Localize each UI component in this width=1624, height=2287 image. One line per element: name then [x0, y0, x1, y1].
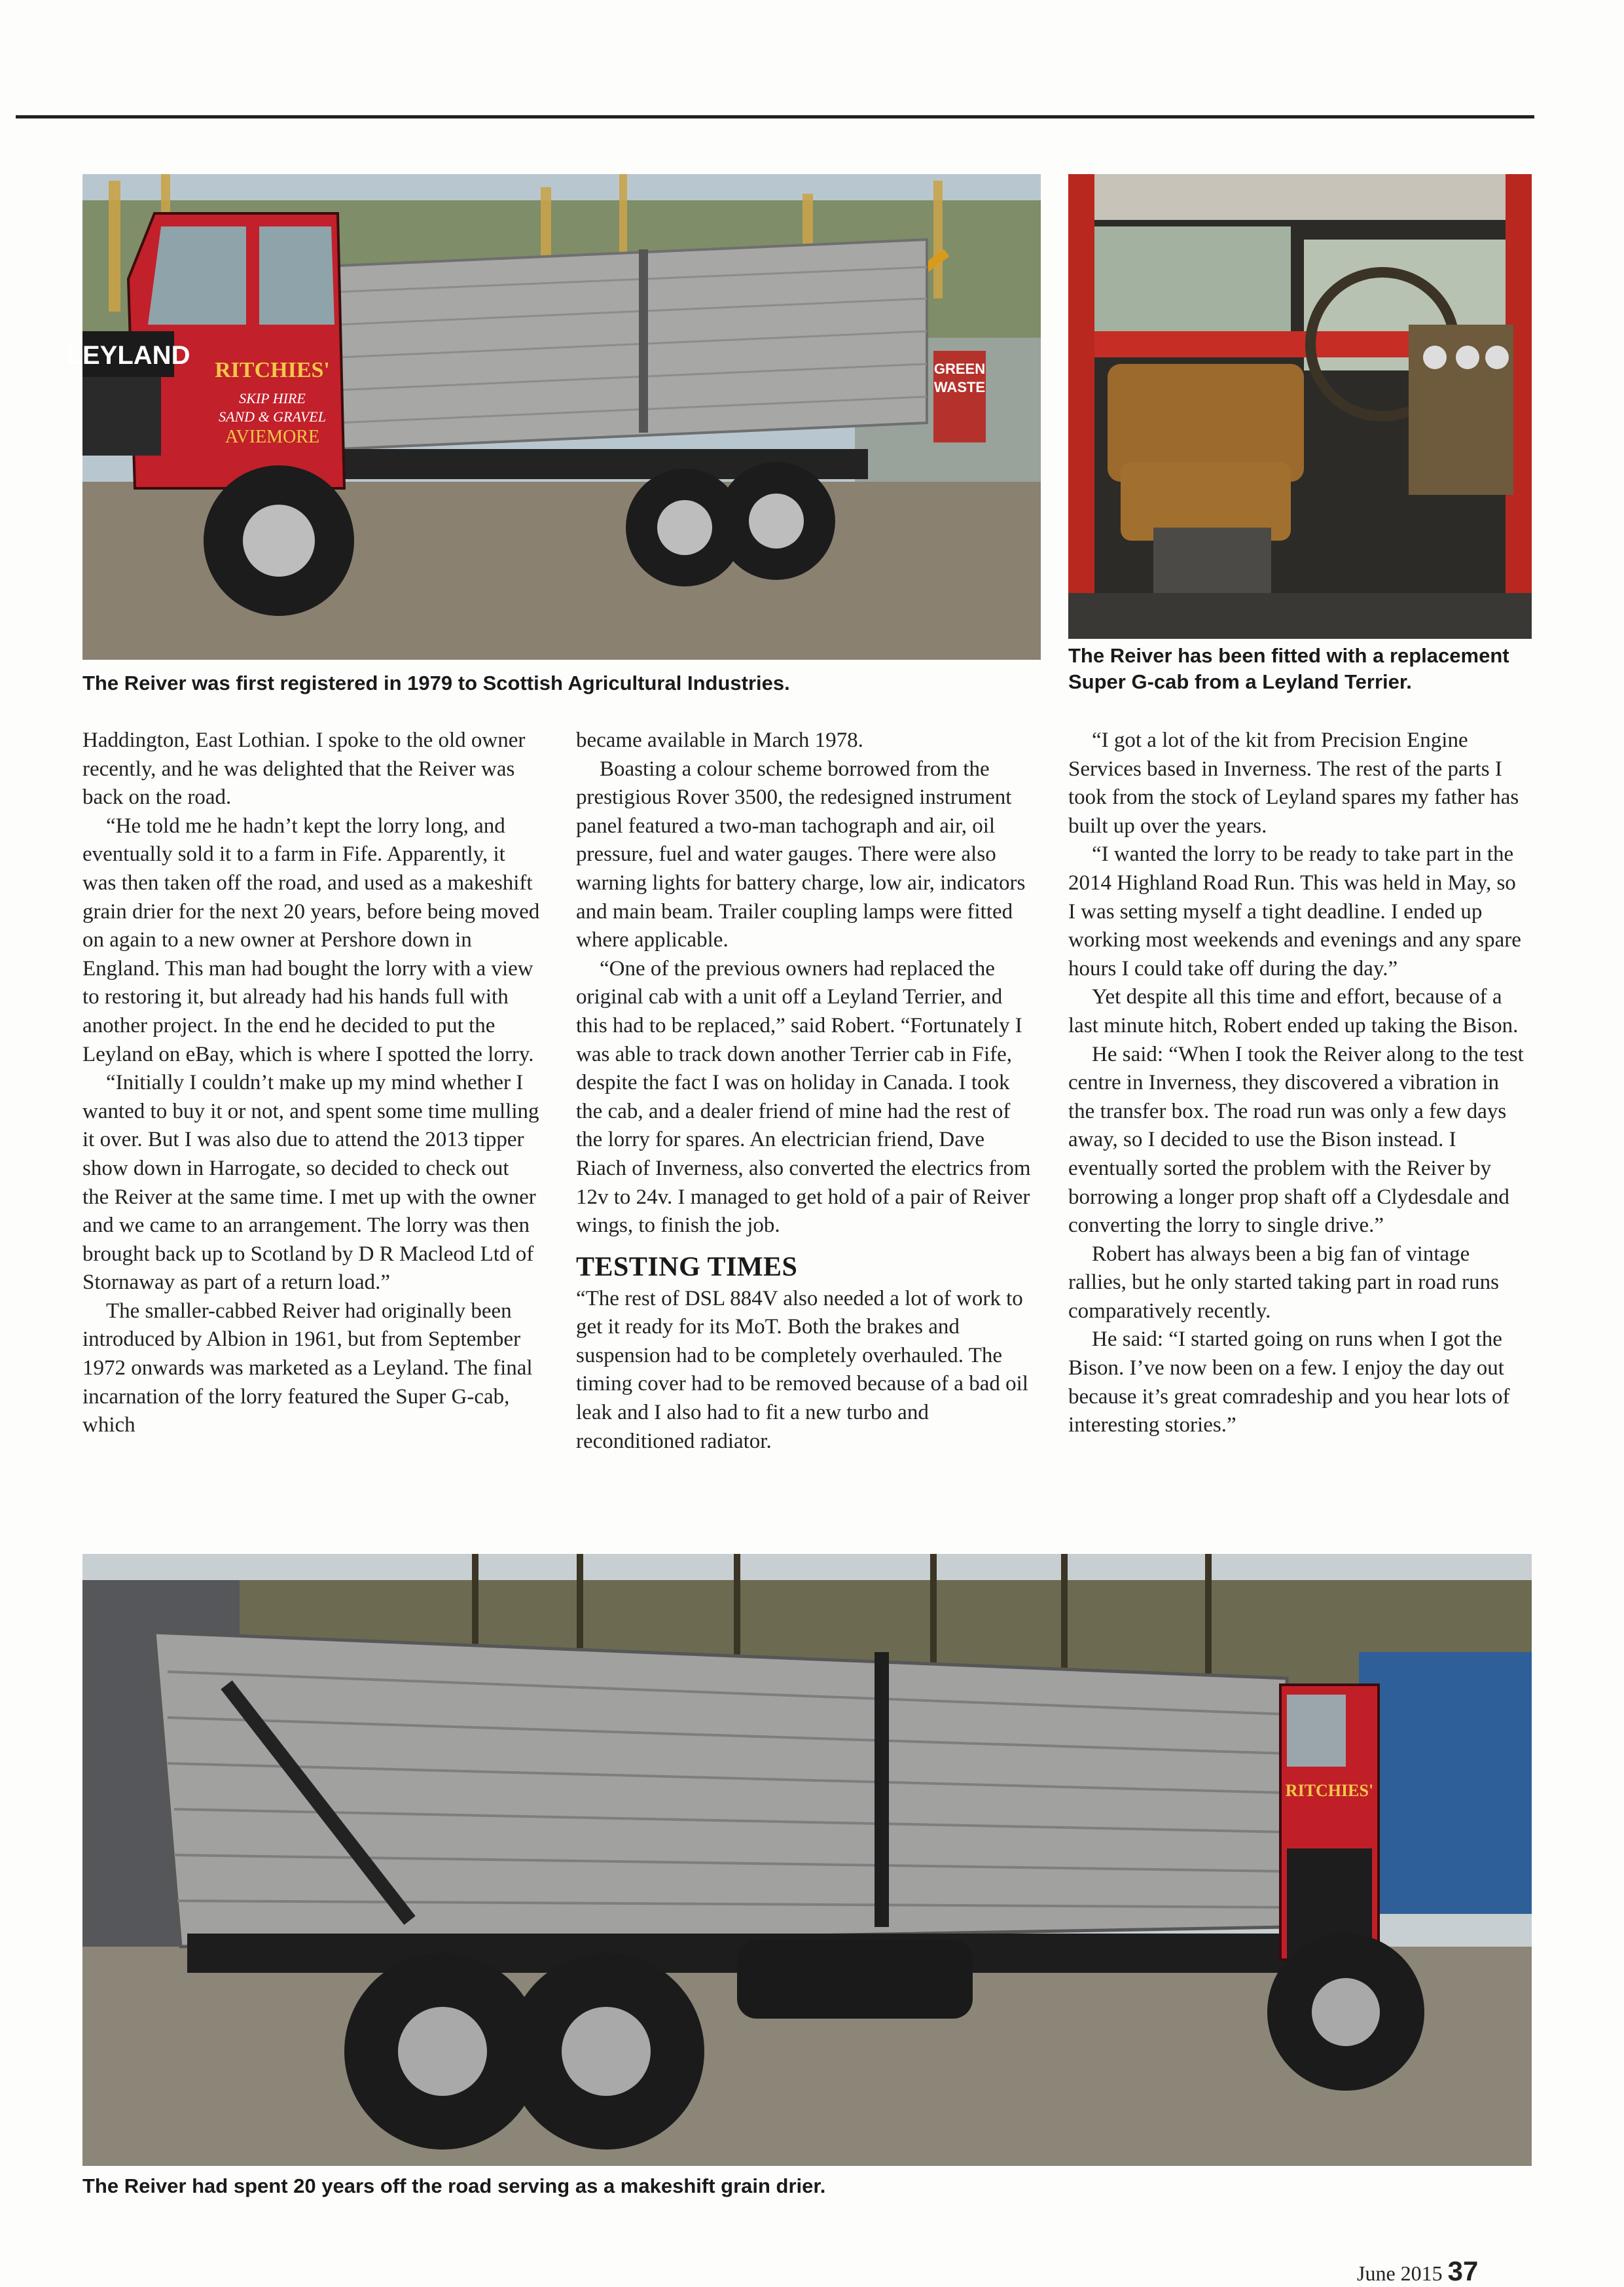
page-folio [1357, 2256, 1478, 2287]
brand-badge: LEYLAND [66, 341, 190, 370]
cab-company-rear: RITCHIES' [1285, 1781, 1374, 1800]
col3-para-2: “I wanted the lorry to be ready to take part in the 2014 Highland Road Run. This was held in May, so I was setting myself a tight deadline. I ended up working most weekends and evenings and any spare hours I could take off during the day.” [1068, 842, 1521, 981]
col3-para-3: Yet despite all this time and effort, because of a last minute hitch, Robert ended up taking the Bison. [1068, 985, 1519, 1037]
photo-grain-drier-lorry [82, 1554, 1532, 2166]
photo-cab-interior [1068, 174, 1532, 639]
col1-para-2: “He told me he hadn’t kept the lorry long, and eventually sold it to a farm in Fife. Apparently, it was then taken off the road, and used as a makeshift grain drier for the next 20 years, before being moved on again to a new owner at Pershore down in England. This man had bought the lorry with a view to restoring it, but already had his hands full with another project. In the end he decided to put the Leyland on eBay, which is where I spotted the lorry. [82, 814, 540, 1066]
col2-para-2: Boasting a colour scheme borrowed from the prestigious Rover 3500, the redesigned instrument panel featured a two-man tachograph and air, oil pressure, fuel and water gauges. There were also warning lights for battery charge, low air, indicators and main beam. Trailer coupling lamps were fitted where applicable. [576, 757, 1026, 952]
col2-para-3: “One of the previous owners had replaced the original cab with a unit off a Leyland Terrier, and this had to be replaced,” said Robert. “Fortunately I was able to track down another Terrier cab in Fife, despite the fact I was on holiday in Canada. I took the cab, and a dealer friend of mine had the rest of the lorry for spares. An electrician friend, Dave Riach of Inverness, also converted the electrics from 12v to 24v. I managed to get hold of a pair of Reiver wings, to finish the job. [576, 956, 1031, 1238]
caption-top-left: The Reiver was first registered in 1979 to Scottish Agricultural Industries. [82, 672, 790, 694]
sign-text-2: WASTE [933, 379, 986, 395]
caption-top-right-line2: Super G-cab from a Leyland Terrier. [1068, 670, 1412, 693]
caption-bottom: The Reiver had spent 20 years off the road serving as a makeshift grain drier. [82, 2174, 826, 2197]
col3-para-1: “I got a lot of the kit from Precision Engine Services based in Inverness. The rest of the parts I took from the stock of Leyland spares my father has built up over the years. [1068, 729, 1519, 838]
article-column-1 [82, 727, 541, 1440]
caption-top-right [1068, 643, 1540, 695]
article-column-3 [1068, 727, 1526, 1440]
cab-company: RITCHIES' [215, 358, 330, 382]
article-column-2 [576, 727, 1034, 1456]
issue-date: June 2015 [1357, 2261, 1443, 2285]
cab-service-1: SKIP HIRE [239, 390, 306, 406]
page-number: 37 [1447, 2256, 1479, 2286]
col3-para-5: Robert has always been a big fan of vintage rallies, but he only started taking part in road runs comparatively recently. [1068, 1242, 1500, 1323]
col3-para-6: He said: “I started going on runs when I got the Bison. I’ve now been on a few. I enjoy the day out because it’s great comradeship and you hear lots of interesting stories.” [1068, 1327, 1510, 1437]
col2-para-1: became available in March 1978. [576, 729, 863, 752]
col1-para-1: Haddington, East Lothian. I spoke to the old owner recently, and he was delighted that the Reiver was back on the road. [82, 729, 526, 810]
col1-para-3: “Initially I couldn’t make up my mind whether I wanted to buy it or not, and spent some time mulling it over. But I was also due to attend the 2013 tipper show down in Harrogate, so decided to check out the Reiver at the same time. I met up with the owner and we came to an arrangement. The lorry was then brought back up to Scotland by D R Macleod Ltd of Stornaway as part of a return load.” [82, 1071, 539, 1295]
col3-para-4: He said: “When I took the Reiver along to the test centre in Inverness, they discovered a vibration in the transfer box. The road run was only a few days away, so I decided to use the Bison instead. I eventually sorted the problem with the Reiver by borrowing a longer prop shaft off a Clydesdale and converting the lorry to single drive.” [1068, 1042, 1524, 1238]
photo-red-lorry [66, 174, 1041, 660]
col1-para-4: The smaller-cabbed Reiver had originally been introduced by Albion in 1961, but from September 1972 onwards was marketed as a Leyland. The final incarnation of the lorry featured the Super G-cab, which [82, 1299, 533, 1437]
sign-text-1: GREEN [933, 361, 986, 377]
cab-town: AVIEMORE [225, 427, 320, 447]
header-rule [16, 115, 1534, 118]
cab-service-2: SAND & GRAVEL [219, 408, 326, 425]
caption-top-right-line1: The Reiver has been fitted with a replacement [1068, 644, 1509, 667]
col2-para-4: “The rest of DSL 884V also needed a lot of work to get it ready for its MoT. Both the brakes and suspension had to be completely overhauled. The timing cover had to be removed because of a bad oil leak and I also had to fit a new turbo and reconditioned radiator. [576, 1286, 1028, 1453]
section-heading: TESTING TIMES [576, 1252, 798, 1282]
